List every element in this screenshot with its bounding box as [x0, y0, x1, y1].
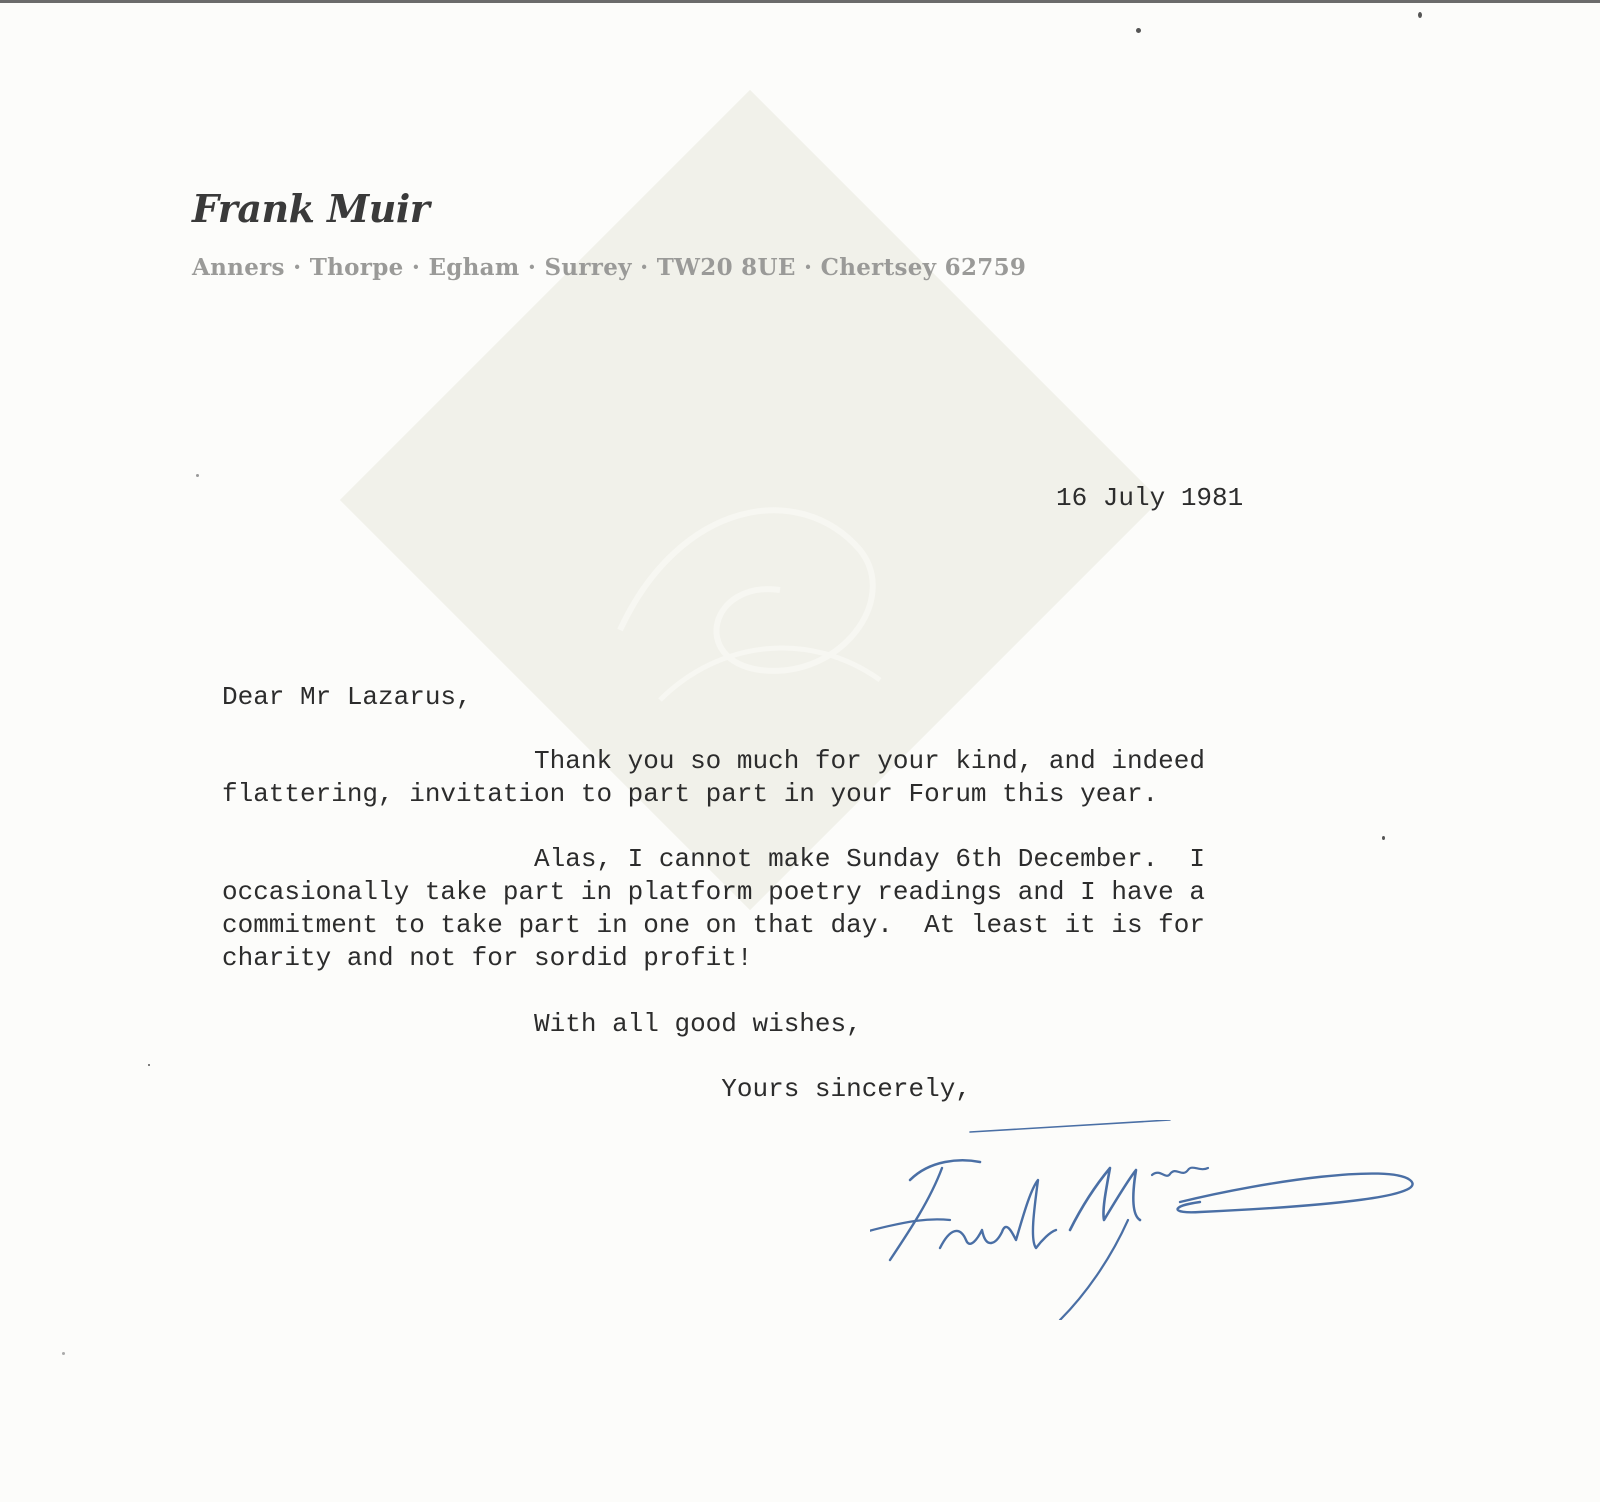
letter-closing-wish: With all good wishes,: [222, 1009, 862, 1039]
letter-closing: Yours sincerely,: [222, 1074, 971, 1104]
paper-speck: [62, 1352, 65, 1355]
letter-paragraph-2: Alas, I cannot make Sunday 6th December. I occasionally take part in platform poetry readings and I have a commitment to take part in one on that day. At least it is for charity and not for sordid profit!: [222, 844, 1205, 973]
letterhead-name: Frank Muir: [192, 186, 430, 231]
paper-speck: [148, 1064, 150, 1066]
paper-speck: [1382, 836, 1385, 840]
letterhead-address: Anners · Thorpe · Egham · Surrey · TW20 8UE · Chertsey 62759: [192, 254, 1027, 281]
watermark-swirl-icon: [560, 380, 940, 760]
page-top-edge: [0, 0, 1600, 3]
handwritten-signature: [870, 1120, 1430, 1320]
letter-paragraph-1: Thank you so much for your kind, and indeed flattering, invitation to part part in your Forum this year.: [222, 746, 1205, 809]
letter-date: 16 July 1981: [1056, 483, 1244, 513]
paper-speck: [196, 474, 199, 477]
paper-speck: [1418, 12, 1422, 18]
paper-speck: [1136, 28, 1141, 33]
letter-salutation: Dear Mr Lazarus,: [222, 682, 472, 712]
